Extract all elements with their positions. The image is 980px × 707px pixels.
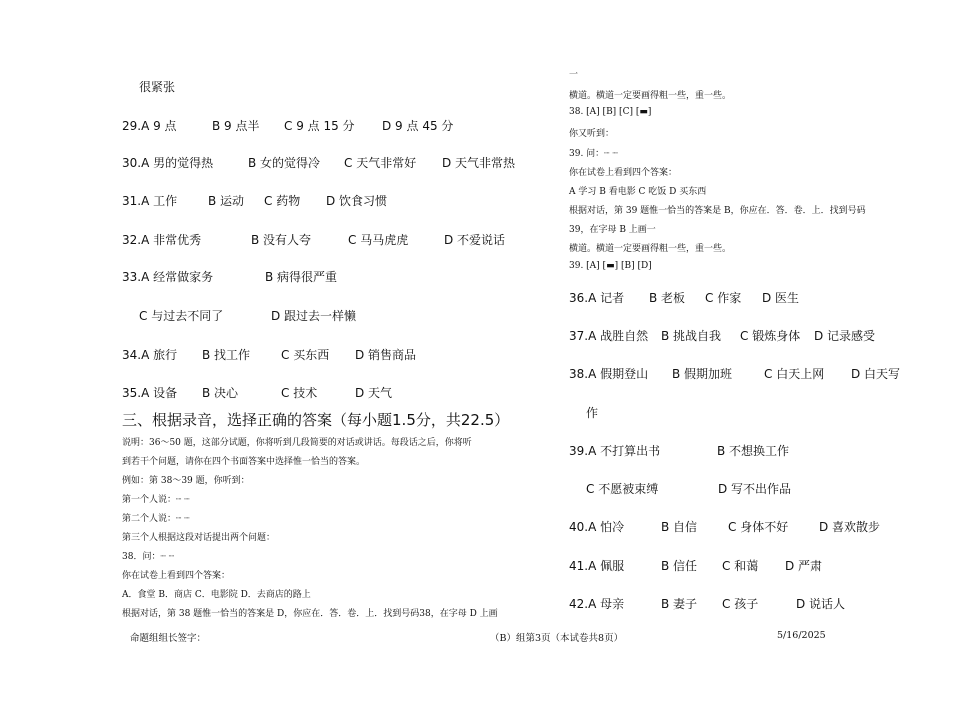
example-line6: 你在试卷上看到四个答案： <box>122 571 231 581</box>
q36-option-d: D 医生 <box>762 291 800 305</box>
question-39 <box>569 442 790 459</box>
q38-option-d: D 白天写 <box>851 367 901 381</box>
question-33 <box>122 268 338 285</box>
instructions-line2: 到若干个问题，请你在四个书面答案中选择惟一恰当的答案。 <box>122 457 366 467</box>
example-line1: 例如：第 38～39 题，你听到： <box>122 476 250 486</box>
q29-option-c: C 9 点 15 分 <box>284 119 355 133</box>
q40-option-d: D 喜欢散步 <box>819 520 881 534</box>
question-41 <box>569 557 823 574</box>
example-line3: 第二个人说：┈ ┈ <box>122 514 190 524</box>
question-40 <box>569 518 881 535</box>
instructions-line1: 说明：36～50 题，这部分试题，你将听到几段简要的对话或讲话。每段话之后，你将听 <box>122 438 472 448</box>
right-line6: A 学习 B 看电影 C 吃饭 D 买东西 <box>569 187 707 197</box>
q38-option-d-wrap: 作 <box>586 406 599 420</box>
right-line8: 39，在字母 B 上画一 <box>569 225 656 235</box>
q32-option-d: D 不爱说话 <box>444 233 506 247</box>
q42-option-d: D 说话人 <box>796 597 846 611</box>
q33-option-c: C 与过去不同了 <box>139 309 224 323</box>
q33-option-d: D 跟过去一样懒 <box>271 309 357 323</box>
q31-option-a: 31.A 工作 <box>122 194 178 208</box>
q36-option-c: C 作家 <box>705 291 742 305</box>
q42-option-b: B 妻子 <box>661 597 698 611</box>
question-39-line2 <box>586 480 792 497</box>
example-line5: 38．问：┈ ┈ <box>122 552 175 562</box>
q40-option-c: C 身体不好 <box>728 520 789 534</box>
question-29 <box>122 117 454 134</box>
question-32 <box>122 231 506 248</box>
q41-option-d: D 严肃 <box>785 559 823 573</box>
q36-option-b: B 老板 <box>649 291 686 305</box>
example-line8: 根据对话，第 38 题惟一恰当的答案是 D，你应在．答．卷．上．找到号码38，在字母 D 上画 <box>122 609 498 619</box>
right-line0: 一 <box>569 70 579 80</box>
question-30 <box>122 154 516 171</box>
q34-option-d: D 销售商品 <box>355 348 417 362</box>
example-line2: 第一个人说：┈ ┈ <box>122 495 190 505</box>
q29-option-d: D 9 点 45 分 <box>382 119 454 133</box>
q35-option-d: D 天气 <box>355 386 393 400</box>
question-38 <box>569 365 901 382</box>
question-31 <box>122 192 388 209</box>
q40-option-a: 40.A 怕冷 <box>569 520 625 534</box>
right-line3: 你又听到： <box>569 129 615 139</box>
q37-option-c: C 锻炼身体 <box>740 329 801 343</box>
right-line5: 你在试卷上看到四个答案： <box>569 168 678 178</box>
q35-option-b: B 决心 <box>202 386 239 400</box>
q29-option-b: B 9 点半 <box>212 119 260 133</box>
q39-option-d: D 写不出作品 <box>718 482 792 496</box>
right-line9: 横道。横道一定要画得粗一些，重一些。 <box>569 244 732 254</box>
q33-option-b: B 病得很严重 <box>265 270 338 284</box>
q35-option-a: 35.A 设备 <box>122 386 178 400</box>
footer-date: 5/16/2025 <box>777 630 826 641</box>
intro-tail: 很紧张 <box>139 80 176 94</box>
q38-option-c: C 白天上网 <box>764 367 825 381</box>
footer-page-number: （B）组第3页（本试卷共8页） <box>490 633 624 644</box>
q29-option-a: 29.A 9 点 <box>122 119 177 133</box>
q31-option-b: B 运动 <box>208 194 245 208</box>
question-34 <box>122 346 417 363</box>
q39-option-b: B 不想换工作 <box>717 444 790 458</box>
example-line4: 第三个人根据这段对话提出两个问题： <box>122 533 276 543</box>
q41-option-b: B 信任 <box>661 559 698 573</box>
q38-option-a: 38.A 假期登山 <box>569 367 649 381</box>
question-42 <box>569 595 846 612</box>
q32-option-b: B 没有人夸 <box>251 233 312 247</box>
q32-option-a: 32.A 非常优秀 <box>122 233 202 247</box>
q34-option-b: B 找工作 <box>202 348 251 362</box>
q32-option-c: C 马马虎虎 <box>348 233 409 247</box>
q37-option-a: 37.A 战胜自然 <box>569 329 649 343</box>
question-36 <box>569 289 800 306</box>
right-line7: 根据对话，第 39 题惟一恰当的答案是 B，你应在．答．卷．上．找到号码 <box>569 206 866 216</box>
example-line7: A．食堂 B．商店 C．电影院 D．去商店的路上 <box>122 590 311 600</box>
q30-option-a: 30.A 男的觉得热 <box>122 156 214 170</box>
q40-option-b: B 自信 <box>661 520 698 534</box>
section-title: 三、根据录音，选择正确的答案（每小题1.5分，共22.5） <box>122 411 510 429</box>
q34-option-c: C 买东西 <box>281 348 330 362</box>
right-line4: 39. 问：┈ ┈ <box>569 149 618 159</box>
q35-option-c: C 技术 <box>281 386 318 400</box>
right-line1: 横道。横道一定要画得粗一些，重一些。 <box>569 91 732 101</box>
q41-option-c: C 和蔼 <box>722 559 759 573</box>
q39-option-c: C 不愿被束缚 <box>586 482 659 496</box>
q38-option-b: B 假期加班 <box>672 367 733 381</box>
q31-option-c: C 药物 <box>264 194 301 208</box>
answer-example-38: 38. [A] [B] [C] [▬] <box>569 107 652 117</box>
q30-option-c: C 天气非常好 <box>344 156 417 170</box>
q30-option-b: B 女的觉得冷 <box>248 156 321 170</box>
question-37 <box>569 327 876 344</box>
q37-option-d: D 记录感受 <box>814 329 876 343</box>
answer-example-39: 39. [A] [▬] [B] [D] <box>569 261 652 271</box>
footer-signature: 命题组组长签字： <box>130 633 207 644</box>
q33-option-a: 33.A 经常做家务 <box>122 270 214 284</box>
q42-option-c: C 孩子 <box>722 597 759 611</box>
q42-option-a: 42.A 母亲 <box>569 597 625 611</box>
q30-option-d: D 天气非常热 <box>442 156 516 170</box>
q31-option-d: D 饮食习惯 <box>326 194 388 208</box>
q41-option-a: 41.A 佩服 <box>569 559 625 573</box>
question-33-line2 <box>139 307 357 324</box>
q39-option-a: 39.A 不打算出书 <box>569 444 661 458</box>
question-35 <box>122 384 393 401</box>
q34-option-a: 34.A 旅行 <box>122 348 178 362</box>
q36-option-a: 36.A 记者 <box>569 291 625 305</box>
q37-option-b: B 挑战自我 <box>661 329 722 343</box>
